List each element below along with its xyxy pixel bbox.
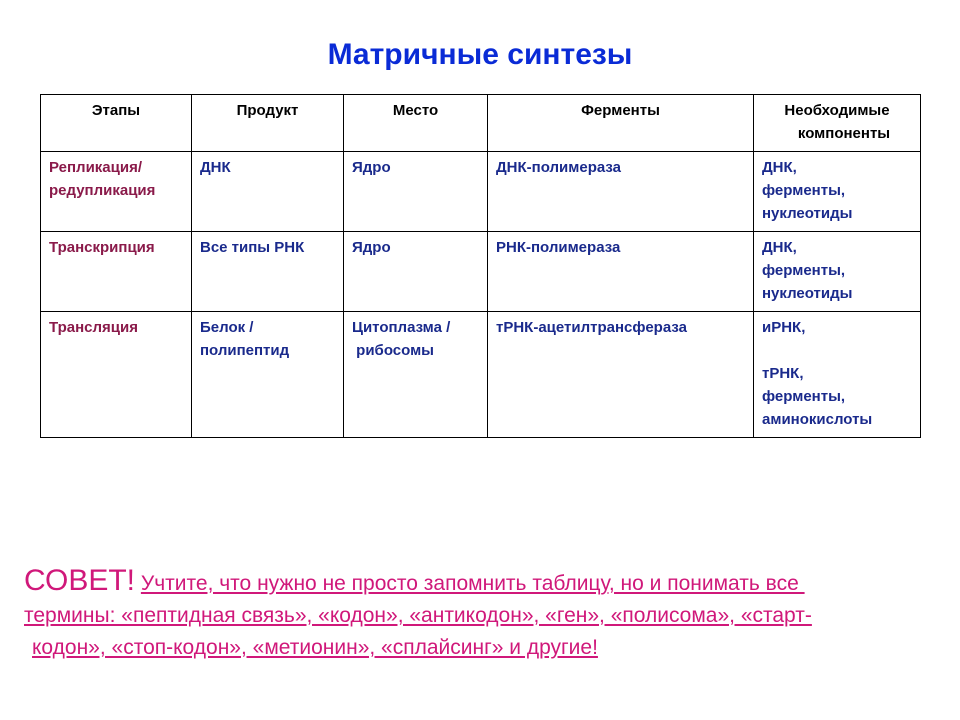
cell-product xyxy=(192,312,344,438)
table-row xyxy=(41,152,921,232)
header-stages xyxy=(41,95,192,152)
cell-text: ДНК xyxy=(200,159,231,176)
cell-stage xyxy=(41,232,192,312)
cell-text: Репликация/ xyxy=(49,159,142,176)
advice-block xyxy=(24,566,944,663)
header-enzymes xyxy=(488,95,754,152)
cell-enzymes xyxy=(488,312,754,438)
table-row xyxy=(41,232,921,312)
advice-text: термины: «пептидная связь», «кодон», «антикодон», «ген», «полисома», «старт- xyxy=(24,604,812,627)
header-text: Ферменты xyxy=(581,102,660,119)
cell-text: ферменты, xyxy=(762,182,846,199)
cell-text: рибосомы xyxy=(352,342,434,359)
cell-enzymes xyxy=(488,232,754,312)
cell-text: Все типы РНК xyxy=(200,239,305,256)
cell-place xyxy=(344,232,488,312)
cell-text: ферменты, xyxy=(762,388,846,405)
cell-place xyxy=(344,152,488,232)
header-components xyxy=(754,95,921,152)
header-place xyxy=(344,95,488,152)
cell-text: нуклеотиды xyxy=(762,205,853,222)
cell-stage xyxy=(41,152,192,232)
header-text: Необходимые xyxy=(784,102,890,119)
page-title: Матричные синтезы xyxy=(327,38,633,71)
cell-text: Транскрипция xyxy=(49,239,155,256)
cell-components xyxy=(754,312,921,438)
cell-text: Ядро xyxy=(352,159,391,176)
cell-text: Белок / xyxy=(200,319,254,336)
cell-text: ДНК-полимераза xyxy=(496,159,621,176)
cell-text: ДНК, xyxy=(762,239,797,256)
table-header-row xyxy=(41,95,921,152)
cell-text: иРНК, xyxy=(762,319,806,336)
advice-text: Учтите, что нужно не просто запомнить таблицу, но и понимать все xyxy=(140,572,805,595)
header-product xyxy=(192,95,344,152)
cell-place xyxy=(344,312,488,438)
cell-text: редупликация xyxy=(49,182,156,199)
header-text: Место xyxy=(392,102,439,119)
table-row xyxy=(41,312,921,438)
cell-enzymes xyxy=(488,152,754,232)
advice-text: кодон», «стоп-кодон», «метионин», «сплайсинг» и другие! xyxy=(32,636,598,659)
advice-heading: СОВЕТ! xyxy=(24,564,136,597)
cell-product xyxy=(192,152,344,232)
cell-text: тРНК, xyxy=(762,365,804,382)
cell-components xyxy=(754,152,921,232)
cell-text: полипептид xyxy=(200,342,290,359)
cell-components xyxy=(754,232,921,312)
cell-text: Трансляция xyxy=(49,319,138,336)
cell-stage xyxy=(41,312,192,438)
cell-text: ферменты, xyxy=(762,262,846,279)
matrix-synthesis-table xyxy=(40,94,921,438)
cell-text: аминокислоты xyxy=(762,411,873,428)
cell-product xyxy=(192,232,344,312)
cell-text: нуклеотиды xyxy=(762,285,853,302)
header-text: Этапы xyxy=(91,102,141,119)
header-text: Продукт xyxy=(236,102,299,119)
advice-line xyxy=(24,566,944,599)
cell-text: ДНК, xyxy=(762,159,797,176)
cell-text: тРНК-ацетилтрансфераза xyxy=(496,319,687,336)
cell-text: Цитоплазма / xyxy=(352,319,451,336)
cell-text: Ядро xyxy=(352,239,391,256)
cell-text: РНК-полимераза xyxy=(496,239,621,256)
header-text: компоненты xyxy=(797,125,891,142)
